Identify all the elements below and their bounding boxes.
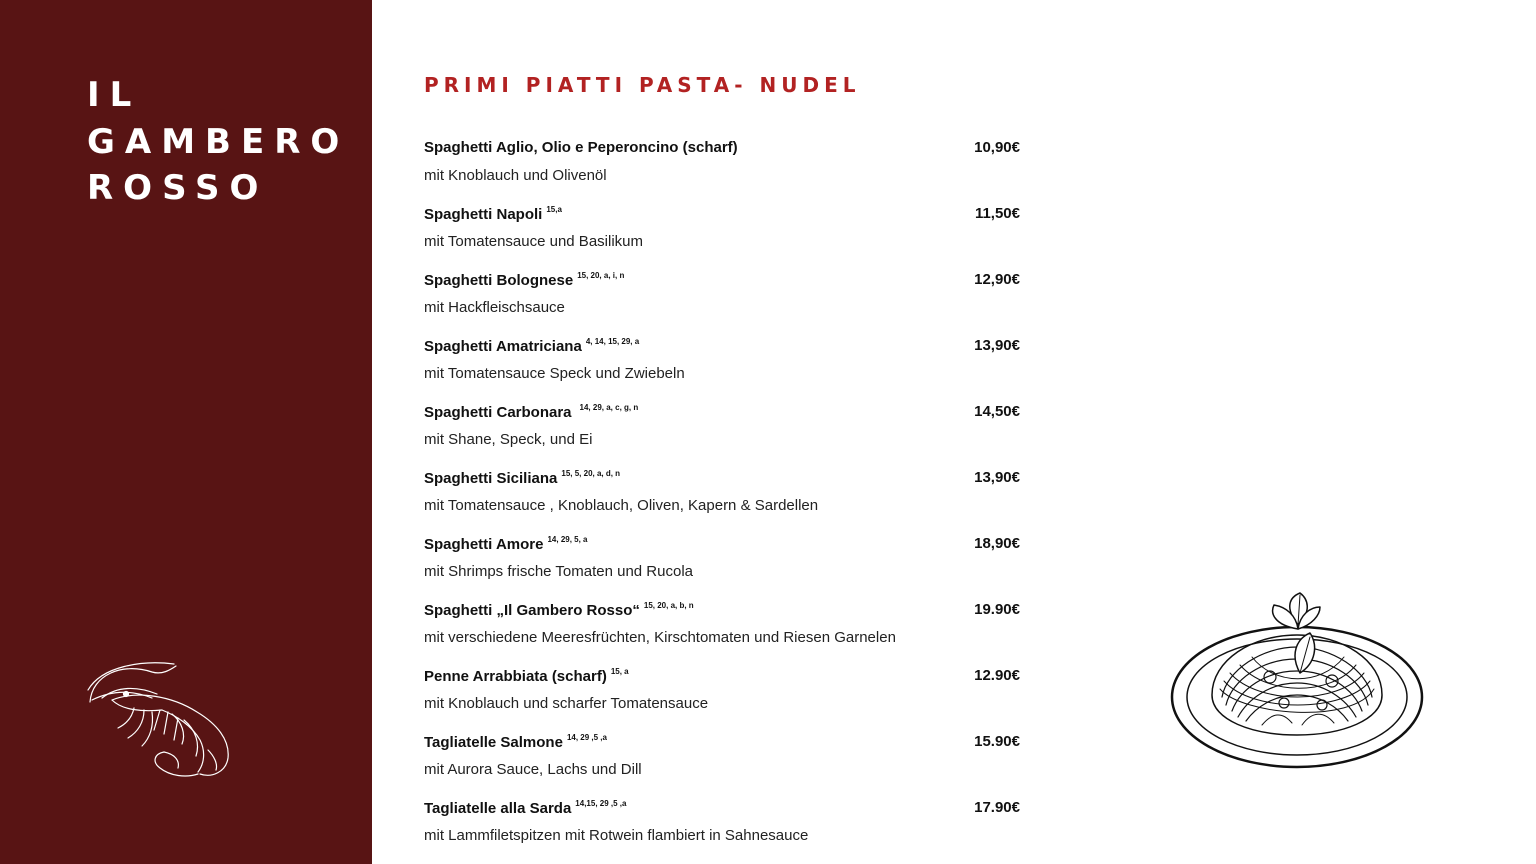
dish-description: mit verschiedene Meeresfrüchten, Kirschtomaten und Riesen Garnelen — [424, 629, 896, 646]
dish-name — [424, 535, 588, 553]
menu-item — [424, 337, 1020, 397]
menu-item — [424, 139, 1020, 199]
dish-title: Spaghetti Aglio, Olio e Peperoncino (scharf) — [424, 139, 738, 156]
dish-title: Spaghetti Siciliana — [424, 470, 558, 487]
brand-line-1: IL — [87, 75, 142, 115]
brand-line-2: GAMBERO — [87, 121, 350, 162]
dish-price: 13,90€ — [974, 337, 1020, 354]
menu-item — [424, 601, 1020, 661]
dish-name — [424, 799, 626, 817]
dish-price: 17.90€ — [974, 799, 1020, 816]
dish-name — [424, 337, 639, 355]
menu-item — [424, 667, 1020, 727]
restaurant-name — [87, 72, 349, 212]
dish-price: 11,50€ — [974, 205, 1020, 222]
dish-title: Spaghetti „Il Gambero Rosso“ — [424, 602, 640, 619]
sidebar — [0, 0, 372, 864]
menu-item — [424, 403, 1020, 463]
menu-item — [424, 799, 1020, 859]
dish-description: mit Tomatensauce und Basilikum — [424, 233, 643, 250]
menu-item — [424, 205, 1020, 265]
dish-price: 12.90€ — [974, 667, 1020, 684]
dish-title: Spaghetti Carbonara — [424, 404, 572, 421]
allergen-codes: 14, 29, a, c, g, n — [579, 403, 639, 412]
dish-name — [424, 403, 638, 421]
dish-price: 12,90€ — [974, 271, 1020, 288]
allergen-codes: 14, 29, 5, a — [547, 535, 588, 544]
menu-item — [424, 733, 1020, 793]
dish-price: 10,90€ — [974, 139, 1020, 156]
dish-title: Spaghetti Napoli — [424, 206, 543, 223]
allergen-codes: 15,a — [546, 205, 562, 214]
dish-description: mit Tomatensauce Speck und Zwiebeln — [424, 365, 685, 382]
menu-item — [424, 271, 1020, 331]
dish-price: 18,90€ — [974, 535, 1020, 552]
dish-title: Tagliatelle Salmone — [424, 734, 563, 751]
section-heading: PRIMI PIATTI PASTA- NUDEL — [424, 73, 861, 97]
dish-description: mit Knoblauch und Olivenöl — [424, 167, 607, 184]
dish-name — [424, 733, 607, 751]
dish-title: Spaghetti Amore — [424, 536, 544, 553]
dish-title: Penne Arrabbiata (scharf) — [424, 668, 607, 685]
dish-description: mit Shrimps frische Tomaten und Rucola — [424, 563, 694, 580]
allergen-codes: 14,15, 29 ,5 ,a — [575, 799, 627, 808]
dish-description: mit Hackfleischsauce — [424, 299, 565, 316]
dish-price: 13,90€ — [974, 469, 1020, 486]
dish-name — [424, 271, 624, 289]
dish-name — [424, 205, 562, 223]
dish-title: Spaghetti Amatriciana — [424, 338, 582, 355]
allergen-codes: 15, 5, 20, a, d, n — [561, 469, 621, 478]
dish-description: mit Knoblauch und scharfer Tomatensauce — [424, 695, 709, 712]
dish-description: mit Shane, Speck, und Ei — [424, 431, 593, 448]
menu-item — [424, 535, 1020, 595]
dish-title: Tagliatelle alla Sarda — [424, 800, 572, 817]
shrimp-illustration — [82, 660, 234, 780]
menu-item — [424, 469, 1020, 529]
pasta-plate-illustration — [1162, 585, 1432, 785]
dish-description: mit Aurora Sauce, Lachs und Dill — [424, 761, 642, 778]
dish-name — [424, 469, 620, 487]
allergen-codes: 15, 20, a, b, n — [643, 601, 694, 610]
dish-name — [424, 667, 629, 685]
dish-description: mit Tomatensauce , Knoblauch, Oliven, Kapern & Sardellen — [424, 497, 819, 514]
dish-name — [424, 601, 694, 619]
dish-price: 14,50€ — [974, 403, 1020, 420]
dish-name — [424, 139, 738, 156]
allergen-codes: 14, 29 ,5 ,a — [566, 733, 607, 742]
dish-description: mit Lammfiletspitzen mit Rotwein flambiert in Sahnesauce — [424, 827, 809, 844]
allergen-codes: 4, 14, 15, 29, a — [585, 337, 640, 346]
allergen-codes: 15, 20, a, i, n — [577, 271, 625, 280]
brand-line-3: ROSSO — [87, 168, 269, 208]
dish-title: Spaghetti Bolognese — [424, 272, 574, 289]
dish-price: 19.90€ — [974, 601, 1020, 618]
menu-content — [372, 0, 1536, 864]
allergen-codes: 15, a — [610, 667, 629, 676]
dish-price: 15.90€ — [974, 733, 1020, 750]
